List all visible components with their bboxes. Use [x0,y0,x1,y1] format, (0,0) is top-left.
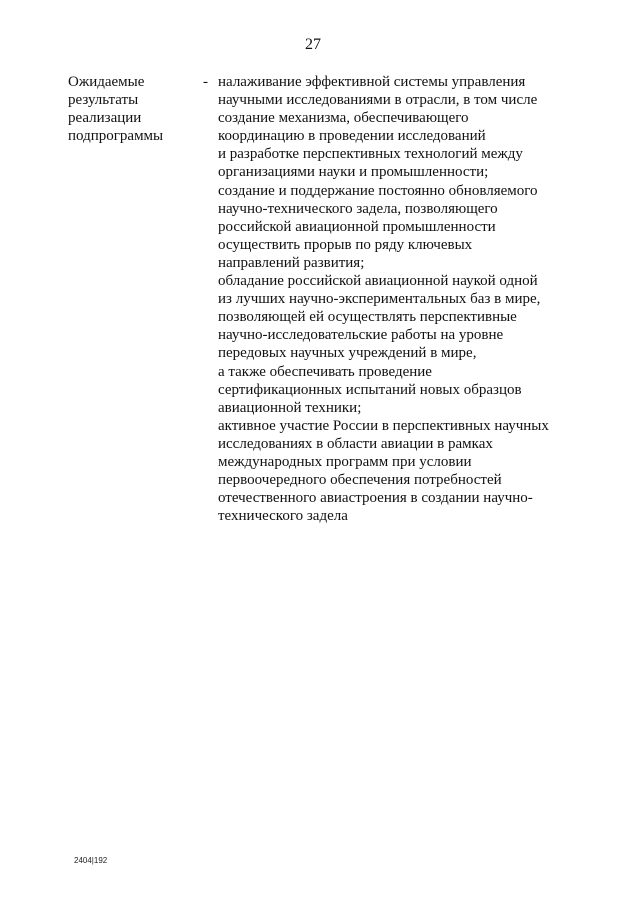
section-label [68,73,198,145]
content-line: а также обеспечивать проведение [218,363,432,380]
content-line: российской авиационной промышленности [218,218,496,235]
content-line: координацию в проведении исследований [218,128,486,145]
content-line: и разработке перспективных технологий между [218,146,523,163]
content-line: создание и поддержание постоянно обновляемого [218,182,538,199]
content-line: обладание российской авиационной наукой одной [218,273,538,290]
content-line: технического задела [218,508,348,525]
content-line: международных программ при условии [218,453,472,470]
content-line: научно-исследовательские работы на уровне [218,327,504,344]
content-line: научно-технического задела, позволяющего [218,200,498,217]
section-label-line: реализации [68,110,142,127]
content-line: осуществить прорыв по ряду ключевых [218,236,473,253]
section-label-line: подпрограммы [68,128,164,145]
page-number: 27 [305,36,321,53]
label-dash: - [203,74,208,90]
content-line: исследованиях в области авиации в рамках [218,435,493,452]
content-line: активное участие России в перспективных научных [218,417,549,434]
content-line: отечественного авиастроения в создании научно- [218,490,533,507]
section-label-line: Ожидаемые [68,74,145,90]
section-content [218,73,608,525]
content-line: авиационной техники; [218,399,362,416]
document-code: 2404|192 [74,856,108,865]
section-label-line: результаты [68,92,139,109]
content-line: передовых научных учреждений в мире, [218,345,477,362]
content-line: первоочередного обеспечения потребностей [218,472,502,489]
content-line: организациями науки и промышленности; [218,164,489,181]
content-line: из лучших научно-экспериментальных баз в мире, [218,291,541,308]
content-line: научными исследованиями в отрасли, в том числе [218,92,538,109]
content-line: создание механизма, обеспечивающего [218,110,469,127]
content-line: налаживание эффективной системы управления [218,74,526,90]
content-line: позволяющей ей осуществлять перспективные [218,309,517,326]
content-line: направлений развития; [218,254,365,271]
content-line: сертификационных испытаний новых образцов [218,381,522,398]
